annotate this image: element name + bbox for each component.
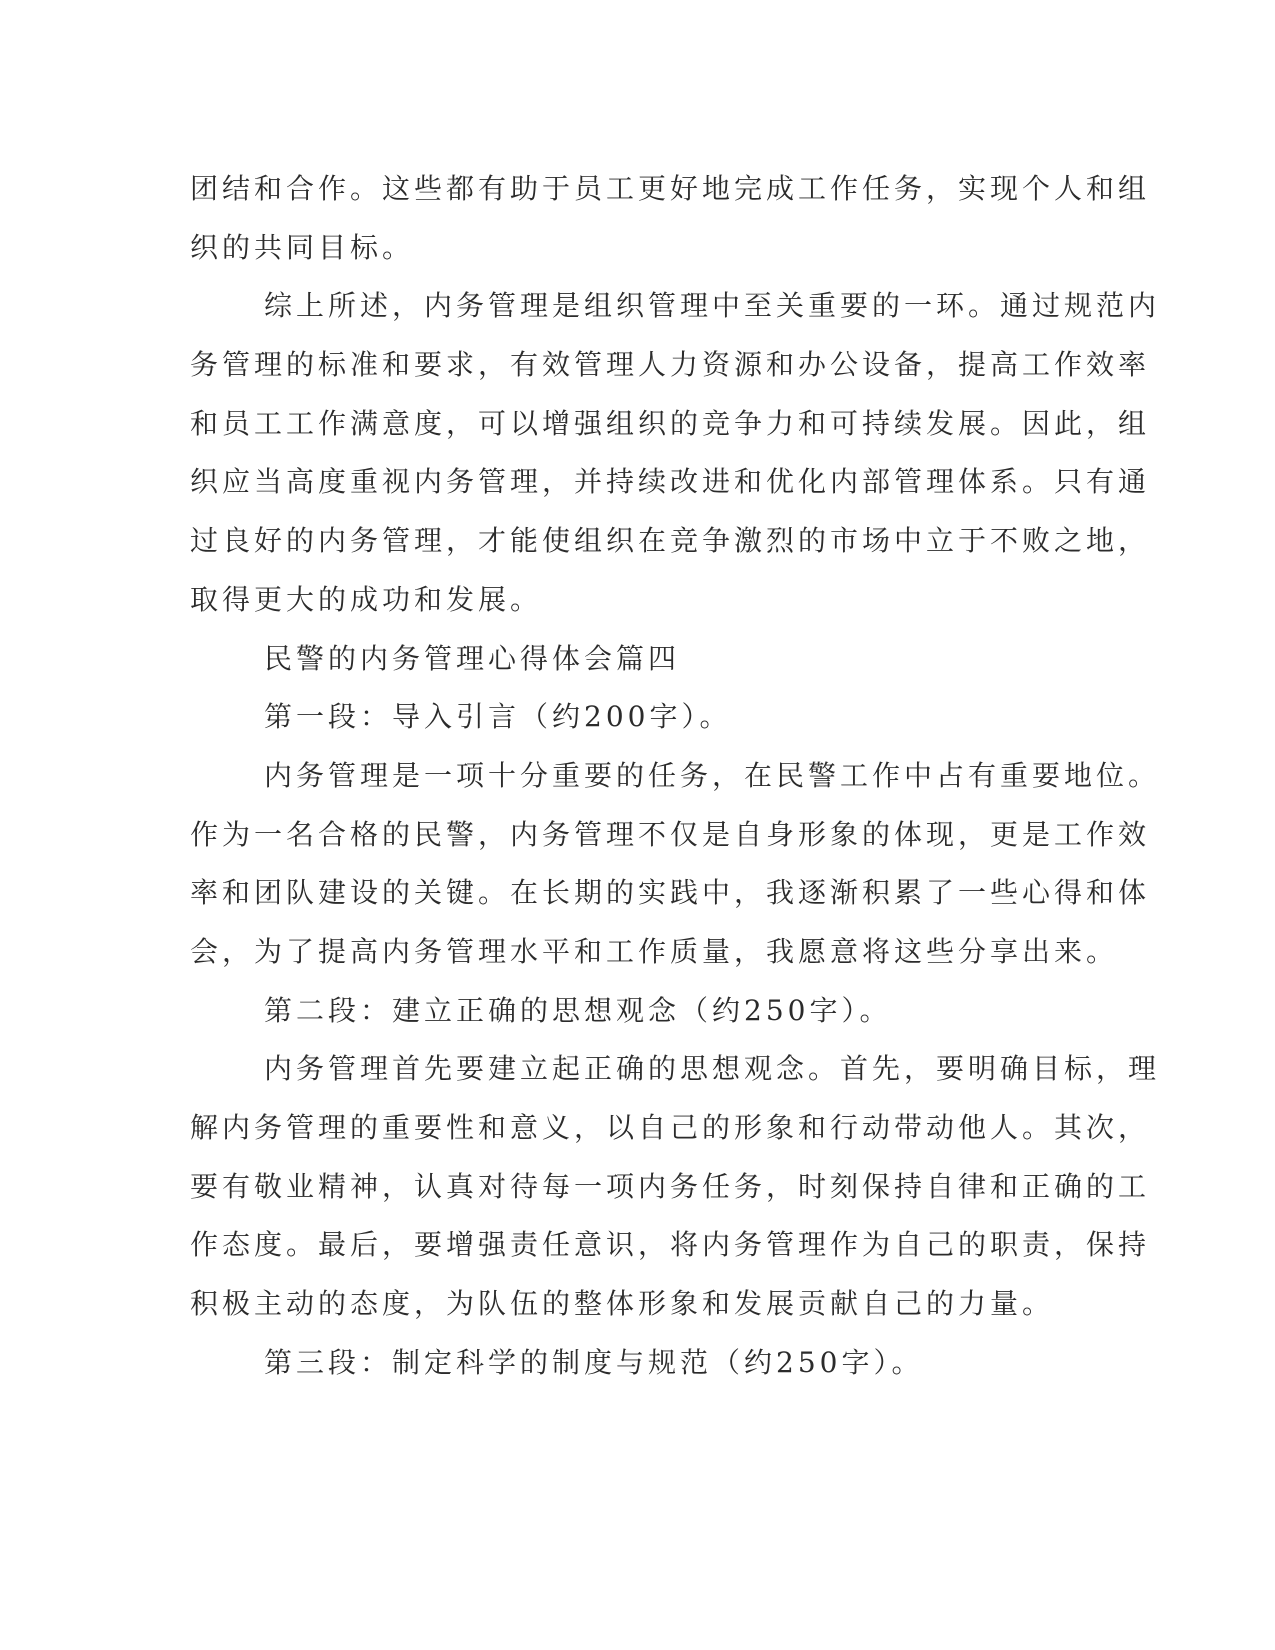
section-subheading: 第一段：导入引言（约200字）。 bbox=[264, 700, 732, 734]
paragraph-line: 织应当高度重视内务管理，并持续改进和优化内部管理体系。只有通 bbox=[190, 465, 1151, 499]
section-subheading: 第二段：建立正确的思想观念（约250字）。 bbox=[264, 993, 892, 1027]
paragraph-line: 内务管理是一项十分重要的任务，在民警工作中占有重要地位。 bbox=[264, 758, 1161, 792]
paragraph-line: 过良好的内务管理，才能使组织在竞争激烈的市场中立于不败之地， bbox=[190, 524, 1151, 558]
paragraph-line: 会，为了提高内务管理水平和工作质量，我愿意将这些分享出来。 bbox=[190, 934, 1119, 968]
paragraph-line: 和员工工作满意度，可以增强组织的竞争力和可持续发展。因此，组 bbox=[190, 406, 1151, 440]
paragraph-line: 作态度。最后，要增强责任意识，将内务管理作为自己的职责，保持 bbox=[190, 1228, 1151, 1262]
paragraph-line: 解内务管理的重要性和意义，以自己的形象和行动带动他人。其次， bbox=[190, 1111, 1151, 1144]
paragraph-line: 综上所述，内务管理是组织管理中至关重要的一环。通过规范内 bbox=[264, 289, 1161, 323]
paragraph-line: 取得更大的成功和发展。 bbox=[190, 582, 543, 616]
paragraph-line: 要有敬业精神，认真对待每一项内务任务，时刻保持自律和正确的工 bbox=[190, 1169, 1151, 1203]
paragraph-line: 率和团队建设的关键。在长期的实践中，我逐渐积累了一些心得和体 bbox=[190, 876, 1151, 910]
paragraph-line: 积极主动的态度，为队伍的整体形象和发展贡献自己的力量。 bbox=[190, 1287, 1055, 1321]
paragraph-line: 团结和合作。这些都有助于员工更好地完成工作任务，实现个人和组 bbox=[190, 172, 1151, 205]
document-body bbox=[190, 160, 1161, 1392]
paragraph-line: 务管理的标准和要求，有效管理人力资源和办公设备，提高工作效率 bbox=[190, 348, 1151, 382]
paragraph-line: 内务管理首先要建立起正确的思想观念。首先，要明确目标，理 bbox=[264, 1052, 1161, 1086]
section-heading: 民警的内务管理心得体会篇四 bbox=[264, 641, 681, 675]
paragraph-line: 作为一名合格的民警，内务管理不仅是自身形象的体现，更是工作效 bbox=[190, 817, 1151, 851]
section-subheading: 第三段：制定科学的制度与规范（约250字）。 bbox=[264, 1345, 924, 1379]
paragraph-line: 织的共同目标。 bbox=[190, 230, 415, 264]
